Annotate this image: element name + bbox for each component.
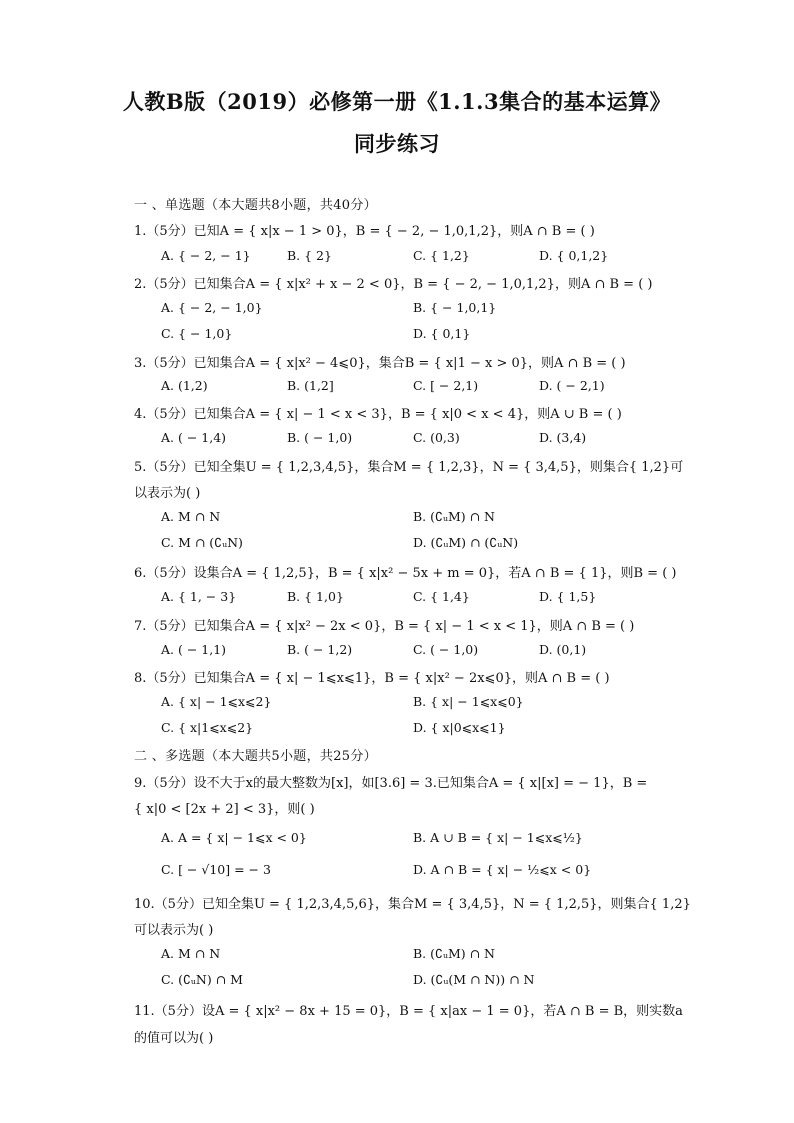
question-4: 4.（5分）已知集合A = { x| − 1 < x < 3}，B = { x|0 < x < 4}，则A ∪ B = ( )	[134, 407, 622, 422]
q4-option-a: A. ( − 1,4)	[161, 430, 227, 445]
q1-option-d: D. { 0,1,2}	[539, 248, 609, 263]
q5-option-b: B. (∁ᵤM) ∩ N	[413, 509, 495, 524]
q10-option-d: D. (∁ᵤ(M ∩ N)) ∩ N	[413, 972, 535, 987]
question-9: 9.（5分）设不大于x的最大整数为[x]，如[3.6] = 3.已知集合A = { x|[x] = − 1}，B =	[134, 776, 648, 791]
question-11-cont: 的值可以为( )	[134, 1031, 214, 1046]
q6-option-b: B. { 1,0}	[287, 589, 344, 604]
q2-option-b: B. { − 1,0,1}	[413, 300, 497, 315]
q8-option-b: B. { x| − 1⩽x⩽0}	[413, 694, 524, 709]
q6-option-c: C. { 1,4}	[413, 589, 470, 604]
q10-option-b: B. (∁ᵤM) ∩ N	[413, 946, 495, 961]
q8-option-a: A. { x| − 1⩽x⩽2}	[161, 694, 272, 709]
q5-option-d: D. (∁ᵤM) ∩ (∁ᵤN)	[413, 535, 519, 550]
q1-option-b: B. { 2}	[287, 248, 332, 263]
question-5: 5.（5分）已知全集U = { 1,2,3,4,5}，集合M = { 1,2,3}，N = { 3,4,5}，则集合{ 1,2}可	[134, 460, 684, 475]
question-1: 1.（5分）已知A = { x|x − 1 > 0}，B = { − 2, − 1,0,1,2}，则A ∩ B = ( )	[134, 224, 595, 239]
q4-option-b: B. ( − 1,0)	[287, 430, 353, 445]
question-5-cont: 以表示为( )	[134, 486, 201, 501]
q5-option-c: C. M ∩ (∁ᵤN)	[161, 535, 243, 550]
question-6: 6.（5分）设集合A = { 1,2,5}，B = { x|x² − 5x + m = 0}，若A ∩ B = { 1}，则B = ( )	[134, 566, 677, 581]
q1-option-c: C. { 1,2}	[413, 248, 470, 263]
question-10-cont: 可以表示为( )	[134, 923, 214, 938]
q4-option-c: C. (0,3)	[413, 430, 460, 445]
q2-option-d: D. { 0,1}	[413, 326, 471, 341]
document-subtitle: 同步练习	[354, 131, 440, 156]
q9-option-a: A. A = { x| − 1⩽x < 0}	[161, 830, 307, 845]
q6-option-a: A. { 1, − 3}	[161, 589, 237, 604]
q6-option-d: D. { 1,5}	[539, 589, 597, 604]
q8-option-d: D. { x|0⩽x⩽1}	[413, 720, 506, 735]
question-3: 3.（5分）已知集合A = { x|x² − 4⩽0}，集合B = { x|1 − x > 0}，则A ∩ B = ( )	[134, 356, 626, 371]
q4-option-d: D. (3,4)	[539, 430, 587, 445]
section-heading-single-choice: 一 、单选题（本大题共8小题，共40分）	[134, 198, 377, 213]
q7-option-b: B. ( − 1,2)	[287, 642, 353, 657]
q8-option-c: C. { x|1⩽x⩽2}	[161, 720, 254, 735]
q2-option-c: C. { − 1,0}	[161, 326, 233, 341]
q9-option-d: D. A ∩ B = { x| − ½⩽x < 0}	[413, 862, 592, 877]
q2-option-a: A. { − 2, − 1,0}	[161, 300, 263, 315]
question-9-cont: { x|0 < [2x + 2] < 3}，则( )	[134, 802, 315, 817]
question-7: 7.（5分）已知集合A = { x|x² − 2x < 0}，B = { x| − 1 < x < 1}，则A ∩ B = ( )	[134, 619, 635, 634]
q5-option-a: A. M ∩ N	[161, 509, 221, 524]
q3-option-d: D. ( − 2,1)	[539, 378, 605, 393]
q3-option-b: B. (1,2]	[287, 378, 334, 393]
q10-option-c: C. (∁ᵤN) ∩ M	[161, 972, 243, 987]
question-10: 10.（5分）已知全集U = { 1,2,3,4,5,6}，集合M = { 3,4,5}，N = { 1,2,5}，则集合{ 1,2}	[134, 897, 691, 912]
q1-option-a: A. { − 2, − 1}	[161, 248, 251, 263]
q9-option-c: C. [ − √10] = − 3	[161, 862, 271, 877]
q10-option-a: A. M ∩ N	[161, 946, 221, 961]
q7-option-a: A. ( − 1,1)	[161, 642, 227, 657]
q7-option-c: C. ( − 1,0)	[413, 642, 479, 657]
q9-option-b: B. A ∪ B = { x| − 1⩽x⩽½}	[413, 830, 583, 845]
q3-option-c: C. [ − 2,1)	[413, 378, 479, 393]
document-title: 人教B版（2019）必修第一册《1.1.3集合的基本运算》	[122, 89, 672, 114]
question-8: 8.（5分）已知集合A = { x| − 1⩽x⩽1}，B = { x|x² − 2x⩽0}，则A ∩ B = ( )	[134, 671, 610, 686]
q3-option-a: A. (1,2)	[161, 378, 208, 393]
q7-option-d: D. (0,1)	[539, 642, 587, 657]
question-11: 11.（5分）设A = { x|x² − 8x + 15 = 0}，B = { x|ax − 1 = 0}，若A ∩ B = B，则实数a	[134, 1004, 683, 1019]
section-heading-multiple-choice: 二 、多选题（本大题共5小题，共25分）	[134, 749, 377, 764]
question-2: 2.（5分）已知集合A = { x|x² + x − 2 < 0}，B = { − 2, − 1,0,1,2}，则A ∩ B = ( )	[134, 277, 653, 292]
